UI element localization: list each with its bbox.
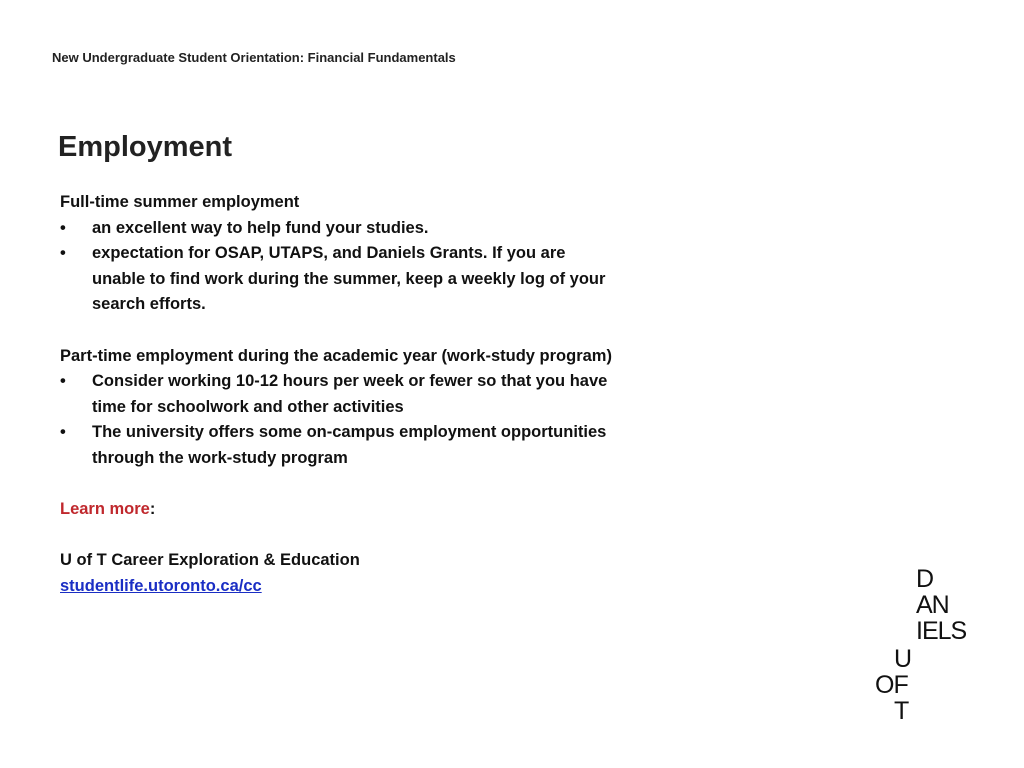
bullet-text: an excellent way to help fund your studies.: [92, 218, 429, 237]
bullet-icon: •: [60, 372, 66, 391]
slide-header: New Undergraduate Student Orientation: Financial Fundamentals: [52, 50, 456, 65]
parttime-bullet-list: [60, 369, 620, 471]
logo-line-t: T: [894, 697, 909, 725]
slide-content: [60, 190, 620, 600]
bullet-icon: •: [60, 423, 66, 442]
learn-more-label: Learn more: [60, 500, 150, 519]
spacer: [60, 523, 620, 549]
resource-link[interactable]: studentlife.utoronto.ca/cc: [60, 576, 262, 595]
fulltime-heading: Full-time summer employment: [60, 193, 300, 211]
list-item: [60, 369, 620, 420]
learn-more-line: [60, 497, 620, 523]
fulltime-bullet-list: [60, 216, 620, 318]
list-item: [60, 420, 620, 471]
learn-more-colon: :: [149, 500, 156, 519]
logo-line-iels: IELS: [916, 617, 967, 645]
bullet-text: expectation for OSAP, UTAPS, and Daniels Grants. If you are unable to find work during the summer, keep a weekly log of your search efforts.: [92, 244, 606, 314]
spacer: [60, 318, 620, 344]
logo-line-an: AN: [916, 591, 949, 619]
parttime-heading: Part-time employment during the academic year (work-study program): [60, 346, 612, 365]
resource-name: U of T Career Exploration & Education: [60, 551, 360, 570]
bullet-icon: •: [60, 218, 66, 237]
logo-line-of: OF: [875, 671, 908, 699]
logo-line-u: U: [894, 645, 912, 673]
daniels-uoft-logo: [870, 566, 990, 726]
bullet-icon: •: [60, 244, 66, 263]
spacer: [60, 472, 620, 498]
list-item: [60, 241, 620, 318]
bullet-text: Consider working 10-12 hours per week or fewer so that you have time for schoolwork and other activities: [92, 372, 608, 416]
logo-line-d: D: [916, 565, 934, 593]
slide-title: Employment: [58, 131, 233, 163]
list-item: [60, 216, 620, 242]
bullet-text: The university offers some on-campus employment opportunities through the work-study program: [92, 423, 607, 467]
